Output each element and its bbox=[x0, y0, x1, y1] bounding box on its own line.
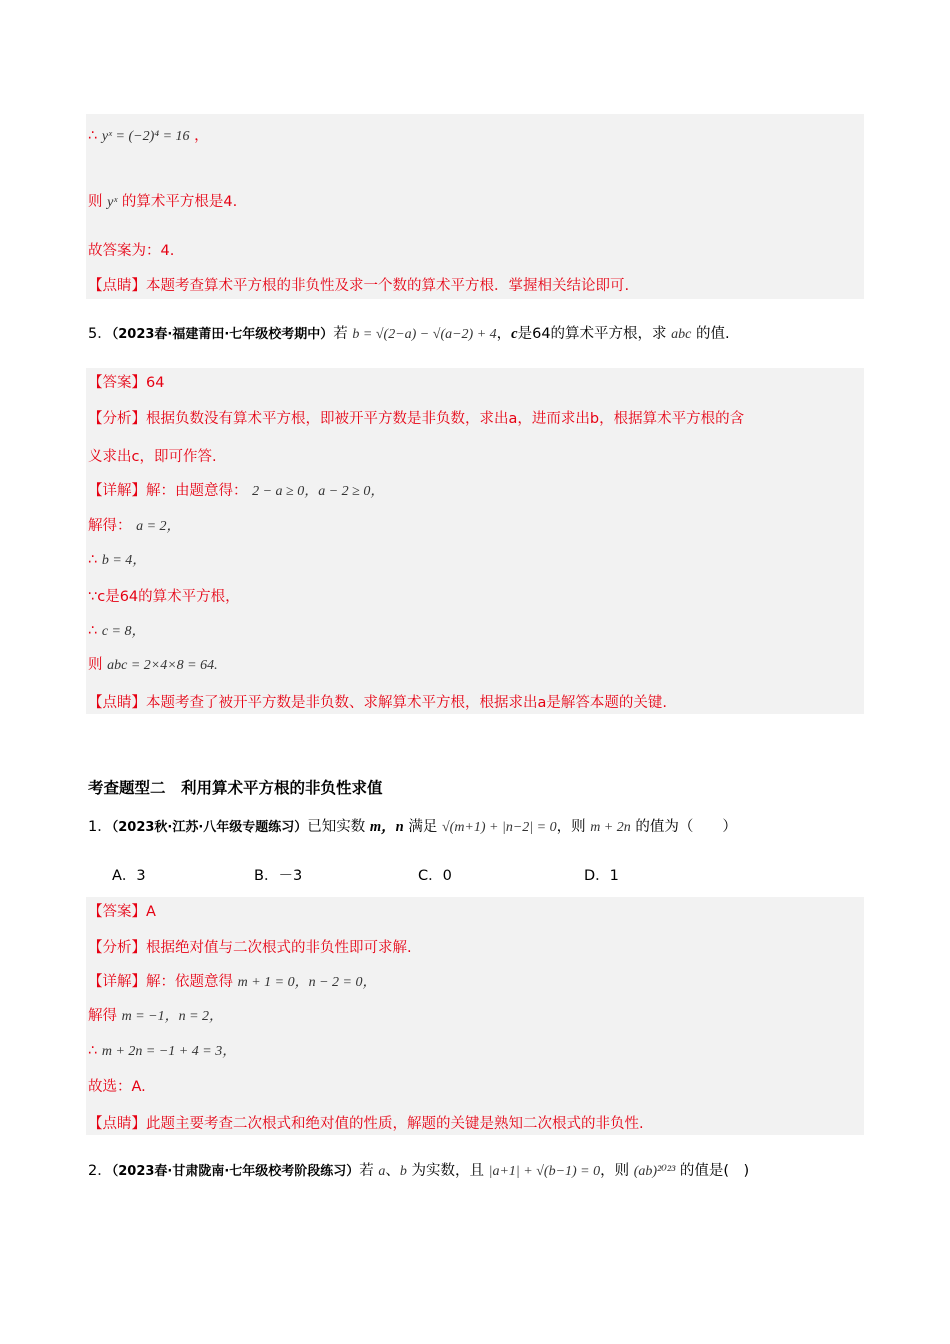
therefore-symbol: ∴ bbox=[88, 623, 98, 639]
text: 为实数，且 bbox=[411, 1163, 485, 1179]
math-expression: m = −1，n = 2， bbox=[121, 1009, 224, 1024]
math-expression: abc bbox=[671, 327, 692, 342]
option-a: A．3 bbox=[112, 868, 146, 884]
detail-line bbox=[88, 1041, 236, 1062]
variable: c bbox=[511, 326, 518, 342]
math-expression: c = 8， bbox=[101, 624, 146, 639]
question-number: 1． bbox=[88, 819, 112, 835]
therefore-symbol: ∴ bbox=[88, 552, 98, 568]
option-b: B．－3 bbox=[254, 868, 303, 884]
math-expression: |a+1| + √(b−1) = 0 bbox=[488, 1164, 601, 1179]
question-source: （2023秋·江苏·八年级专题练习） bbox=[111, 820, 308, 835]
answer-label: 【答案】A bbox=[88, 904, 156, 920]
detail-line bbox=[88, 621, 146, 642]
math-expression: (ab)²⁰²³ bbox=[633, 1164, 676, 1179]
math-expression: m + 2n bbox=[590, 820, 631, 835]
text: 的算术平方根是4. bbox=[121, 194, 238, 210]
question-source: （2023春·福建莆田·七年级校考期中） bbox=[111, 327, 334, 342]
text: 若 bbox=[359, 1163, 374, 1179]
text: ，则 bbox=[556, 819, 586, 835]
text: ， bbox=[496, 326, 512, 342]
therefore-symbol: ∴ bbox=[88, 128, 98, 144]
math-expression: a = 2， bbox=[136, 519, 181, 534]
question-number: 5． bbox=[88, 326, 112, 342]
math-expression: yˣ bbox=[107, 195, 118, 210]
detail-line bbox=[88, 972, 377, 993]
text: 的值. bbox=[696, 326, 730, 342]
separator: 、 bbox=[385, 1163, 400, 1179]
answer-line bbox=[88, 126, 209, 147]
comment-line: 【点睛】本题考查算术平方根的非负性及求一个数的算术平方根．掌握相关结论即可. bbox=[88, 278, 630, 294]
math-expression: yˣ = (−2)⁴ = 16 bbox=[101, 129, 190, 144]
text: ，则 bbox=[600, 1163, 630, 1179]
therefore-symbol: ∴ bbox=[88, 1043, 98, 1059]
math-expression: m + 1 = 0，n − 2 = 0， bbox=[237, 975, 377, 990]
text: 满足 bbox=[408, 819, 438, 835]
text: 【详解】解：依题意得 bbox=[88, 974, 233, 990]
text: 解得 bbox=[88, 1008, 117, 1024]
answer-line bbox=[88, 192, 237, 213]
answer-label: 【答案】64 bbox=[88, 375, 165, 391]
detail-line bbox=[88, 516, 181, 537]
text: 【详解】解：由题意得： bbox=[88, 483, 248, 499]
text: 则 bbox=[88, 194, 103, 210]
detail-line bbox=[88, 655, 218, 676]
detail-line bbox=[88, 550, 146, 571]
punctuation: ， bbox=[194, 128, 209, 144]
question-2 bbox=[88, 1161, 749, 1182]
text: 解得： bbox=[88, 518, 132, 534]
detail-line: 故选：A. bbox=[88, 1079, 146, 1095]
variable: a bbox=[378, 1164, 386, 1179]
math-expression: √(m+1) + |n−2| = 0 bbox=[441, 820, 557, 835]
analysis-line: 义求出c，即可作答. bbox=[88, 449, 217, 465]
math-expression: abc = 2×4×8 = 64. bbox=[107, 658, 218, 673]
math-expression: 2 − a ≥ 0，a − 2 ≥ 0， bbox=[252, 484, 385, 499]
math-expression: b = 4， bbox=[101, 553, 147, 568]
variables: m，n bbox=[369, 819, 404, 835]
math-expression: m + 2n = −1 + 4 = 3， bbox=[101, 1044, 237, 1059]
question-source: （2023春·甘肃陇南·七年级校考阶段练习） bbox=[111, 1164, 360, 1179]
text: 的值是( ) bbox=[679, 1163, 750, 1179]
answer-line: 故答案为：4. bbox=[88, 243, 175, 259]
text: 若 bbox=[333, 326, 348, 342]
question-1 bbox=[88, 817, 737, 838]
question-5 bbox=[88, 324, 730, 345]
detail-line: ∵c是64的算术平方根， bbox=[88, 589, 240, 605]
text: 是64的算术平方根，求 bbox=[517, 326, 667, 342]
math-expression: b = √(2−a) − √(a−2) + 4 bbox=[352, 327, 497, 342]
analysis-line: 【分析】根据绝对值与二次根式的非负性即可求解. bbox=[88, 940, 412, 956]
detail-line bbox=[88, 481, 384, 502]
analysis-line: 【分析】根据负数没有算术平方根，即被开平方数是非负数，求出a，进而求出b，根据算术平方根的含 bbox=[88, 411, 745, 427]
question-number: 2． bbox=[88, 1163, 112, 1179]
text: 则 bbox=[88, 657, 103, 673]
comment-line: 【点睛】本题考查了被开平方数是非负数、求解算术平方根，根据求出a是解答本题的关键. bbox=[88, 695, 667, 711]
option-c: C．0 bbox=[418, 868, 452, 884]
detail-line bbox=[88, 1006, 223, 1027]
variable: b bbox=[399, 1164, 407, 1179]
option-d: D．1 bbox=[584, 868, 619, 884]
text: 的值为（ ） bbox=[635, 819, 737, 835]
text: 已知实数 bbox=[307, 819, 366, 835]
comment-line: 【点睛】此题主要考查二次根式和绝对值的性质，解题的关键是熟知二次根式的非负性. bbox=[88, 1116, 644, 1132]
section-heading: 考查题型二 利用算术平方根的非负性求值 bbox=[88, 779, 383, 797]
